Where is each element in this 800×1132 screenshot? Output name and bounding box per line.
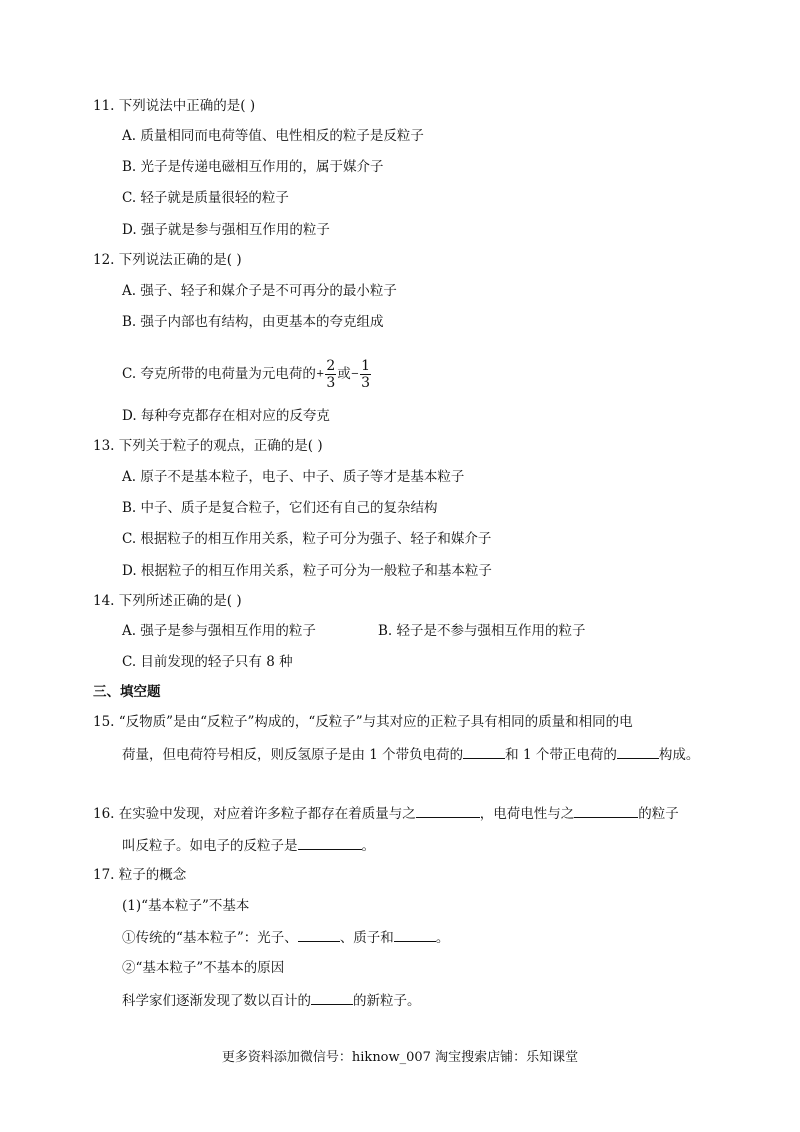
numerator: 1	[361, 358, 371, 374]
answer-blank[interactable]	[298, 836, 362, 850]
or-text: 或	[337, 366, 351, 382]
q14-option-c: C. 目前发现的轻子只有 8 种	[122, 654, 293, 670]
q17-item1	[122, 928, 449, 947]
answer-blank[interactable]	[394, 928, 436, 942]
fraction-one-third	[360, 358, 371, 391]
q14-stem: 14. 下列所述正确的是( )	[93, 593, 242, 609]
answer-blank[interactable]	[311, 991, 353, 1005]
q17-item2: ②“基本粒子”不基本的原因	[122, 960, 285, 976]
plus-sign: +	[315, 368, 325, 380]
q13-option-a: A. 原子不是基本粒子，电子、中子、质子等才是基本粒子	[122, 469, 465, 485]
q12-c-text: C. 夸克所带的电荷量为元电荷的	[122, 366, 316, 382]
answer-blank[interactable]	[463, 745, 505, 759]
q17-text: ①传统的“基本粒子”：光子、	[122, 930, 298, 946]
q17-item3	[122, 991, 421, 1010]
q11-option-d: D. 强子就是参与强相互作用的粒子	[122, 222, 330, 238]
q11-option-b: B. 光子是传递电磁相互作用的，属于媒介子	[122, 159, 384, 175]
answer-blank[interactable]	[416, 804, 480, 818]
footer: 更多资料添加微信号：hiknow_007 淘宝搜索店铺：乐知课堂	[221, 1050, 579, 1065]
q12-option-d: D. 每种夸克都存在相对应的反夸克	[122, 408, 330, 424]
q13-option-b: B. 中子、质子是复合粒子，它们还有自己的复杂结构	[122, 500, 438, 516]
fraction-two-thirds	[325, 358, 336, 391]
q14-option-a: A. 强子是参与强相互作用的粒子	[122, 623, 316, 639]
q12-option-b: B. 强子内部也有结构，由更基本的夸克组成	[122, 314, 384, 330]
q16-text: ，电荷电性与之	[479, 806, 575, 822]
q13-option-c: C. 根据粒子的相互作用关系，粒子可分为强子、轻子和媒介子	[122, 531, 492, 547]
q17-text: 的新粒子。	[353, 993, 421, 1009]
q16-line2	[122, 836, 375, 855]
q15-text: 荷量，但电荷符号相反，则反氢原子是由 1 个带负电荷的	[122, 747, 464, 763]
answer-blank[interactable]	[298, 928, 340, 942]
answer-blank[interactable]	[574, 804, 638, 818]
q16-text: 的粒子	[638, 806, 679, 822]
numerator: 2	[326, 358, 336, 374]
q17-stem: 17. 粒子的概念	[93, 867, 187, 883]
q11-stem: 11. 下列说法中正确的是( )	[93, 98, 256, 114]
q14-option-b: B. 轻子是不参与强相互作用的粒子	[378, 623, 586, 639]
answer-blank[interactable]	[617, 745, 659, 759]
q12-stem: 12. 下列说法正确的是( )	[93, 252, 242, 268]
q15-line2	[122, 745, 699, 764]
q17-text: 、质子和	[339, 930, 394, 946]
q17-subheading: (1)“基本粒子”不基本	[122, 898, 250, 914]
q16-text: 叫反粒子。如电子的反粒子是	[122, 838, 298, 854]
denominator: 3	[361, 375, 371, 391]
minus-sign: −	[350, 368, 360, 380]
q13-option-d: D. 根据粒子的相互作用关系，粒子可分为一般粒子和基本粒子	[122, 563, 492, 579]
q15-text: 构成。	[658, 747, 700, 763]
q16-text: 。	[361, 838, 375, 854]
q17-text: 科学家们逐渐发现了数以百计的	[122, 993, 311, 1009]
q12-option-c	[122, 352, 372, 397]
q16-line1	[93, 804, 679, 823]
q11-option-a: A. 质量相同而电荷等值、电性相反的粒子是反粒子	[122, 128, 424, 144]
q11-option-c: C. 轻子就是质量很轻的粒子	[122, 190, 289, 206]
q13-stem: 13. 下列关于粒子的观点，正确的是( )	[93, 438, 323, 454]
denominator: 3	[326, 375, 336, 391]
q15-text: 和 1 个带正电荷的	[505, 747, 617, 763]
q16-text: 16. 在实验中发现，对应着许多粒子都存在着质量与之	[93, 806, 416, 822]
section-heading: 三、填空题	[93, 684, 161, 700]
q15-line1: 15. “反物质”是由“反粒子”构成的，“反粒子”与其对应的正粒子具有相同的质量和相同的电	[93, 714, 633, 730]
q17-text: 。	[435, 930, 450, 946]
q12-option-a: A. 强子、轻子和媒介子是不可再分的最小粒子	[122, 283, 397, 299]
